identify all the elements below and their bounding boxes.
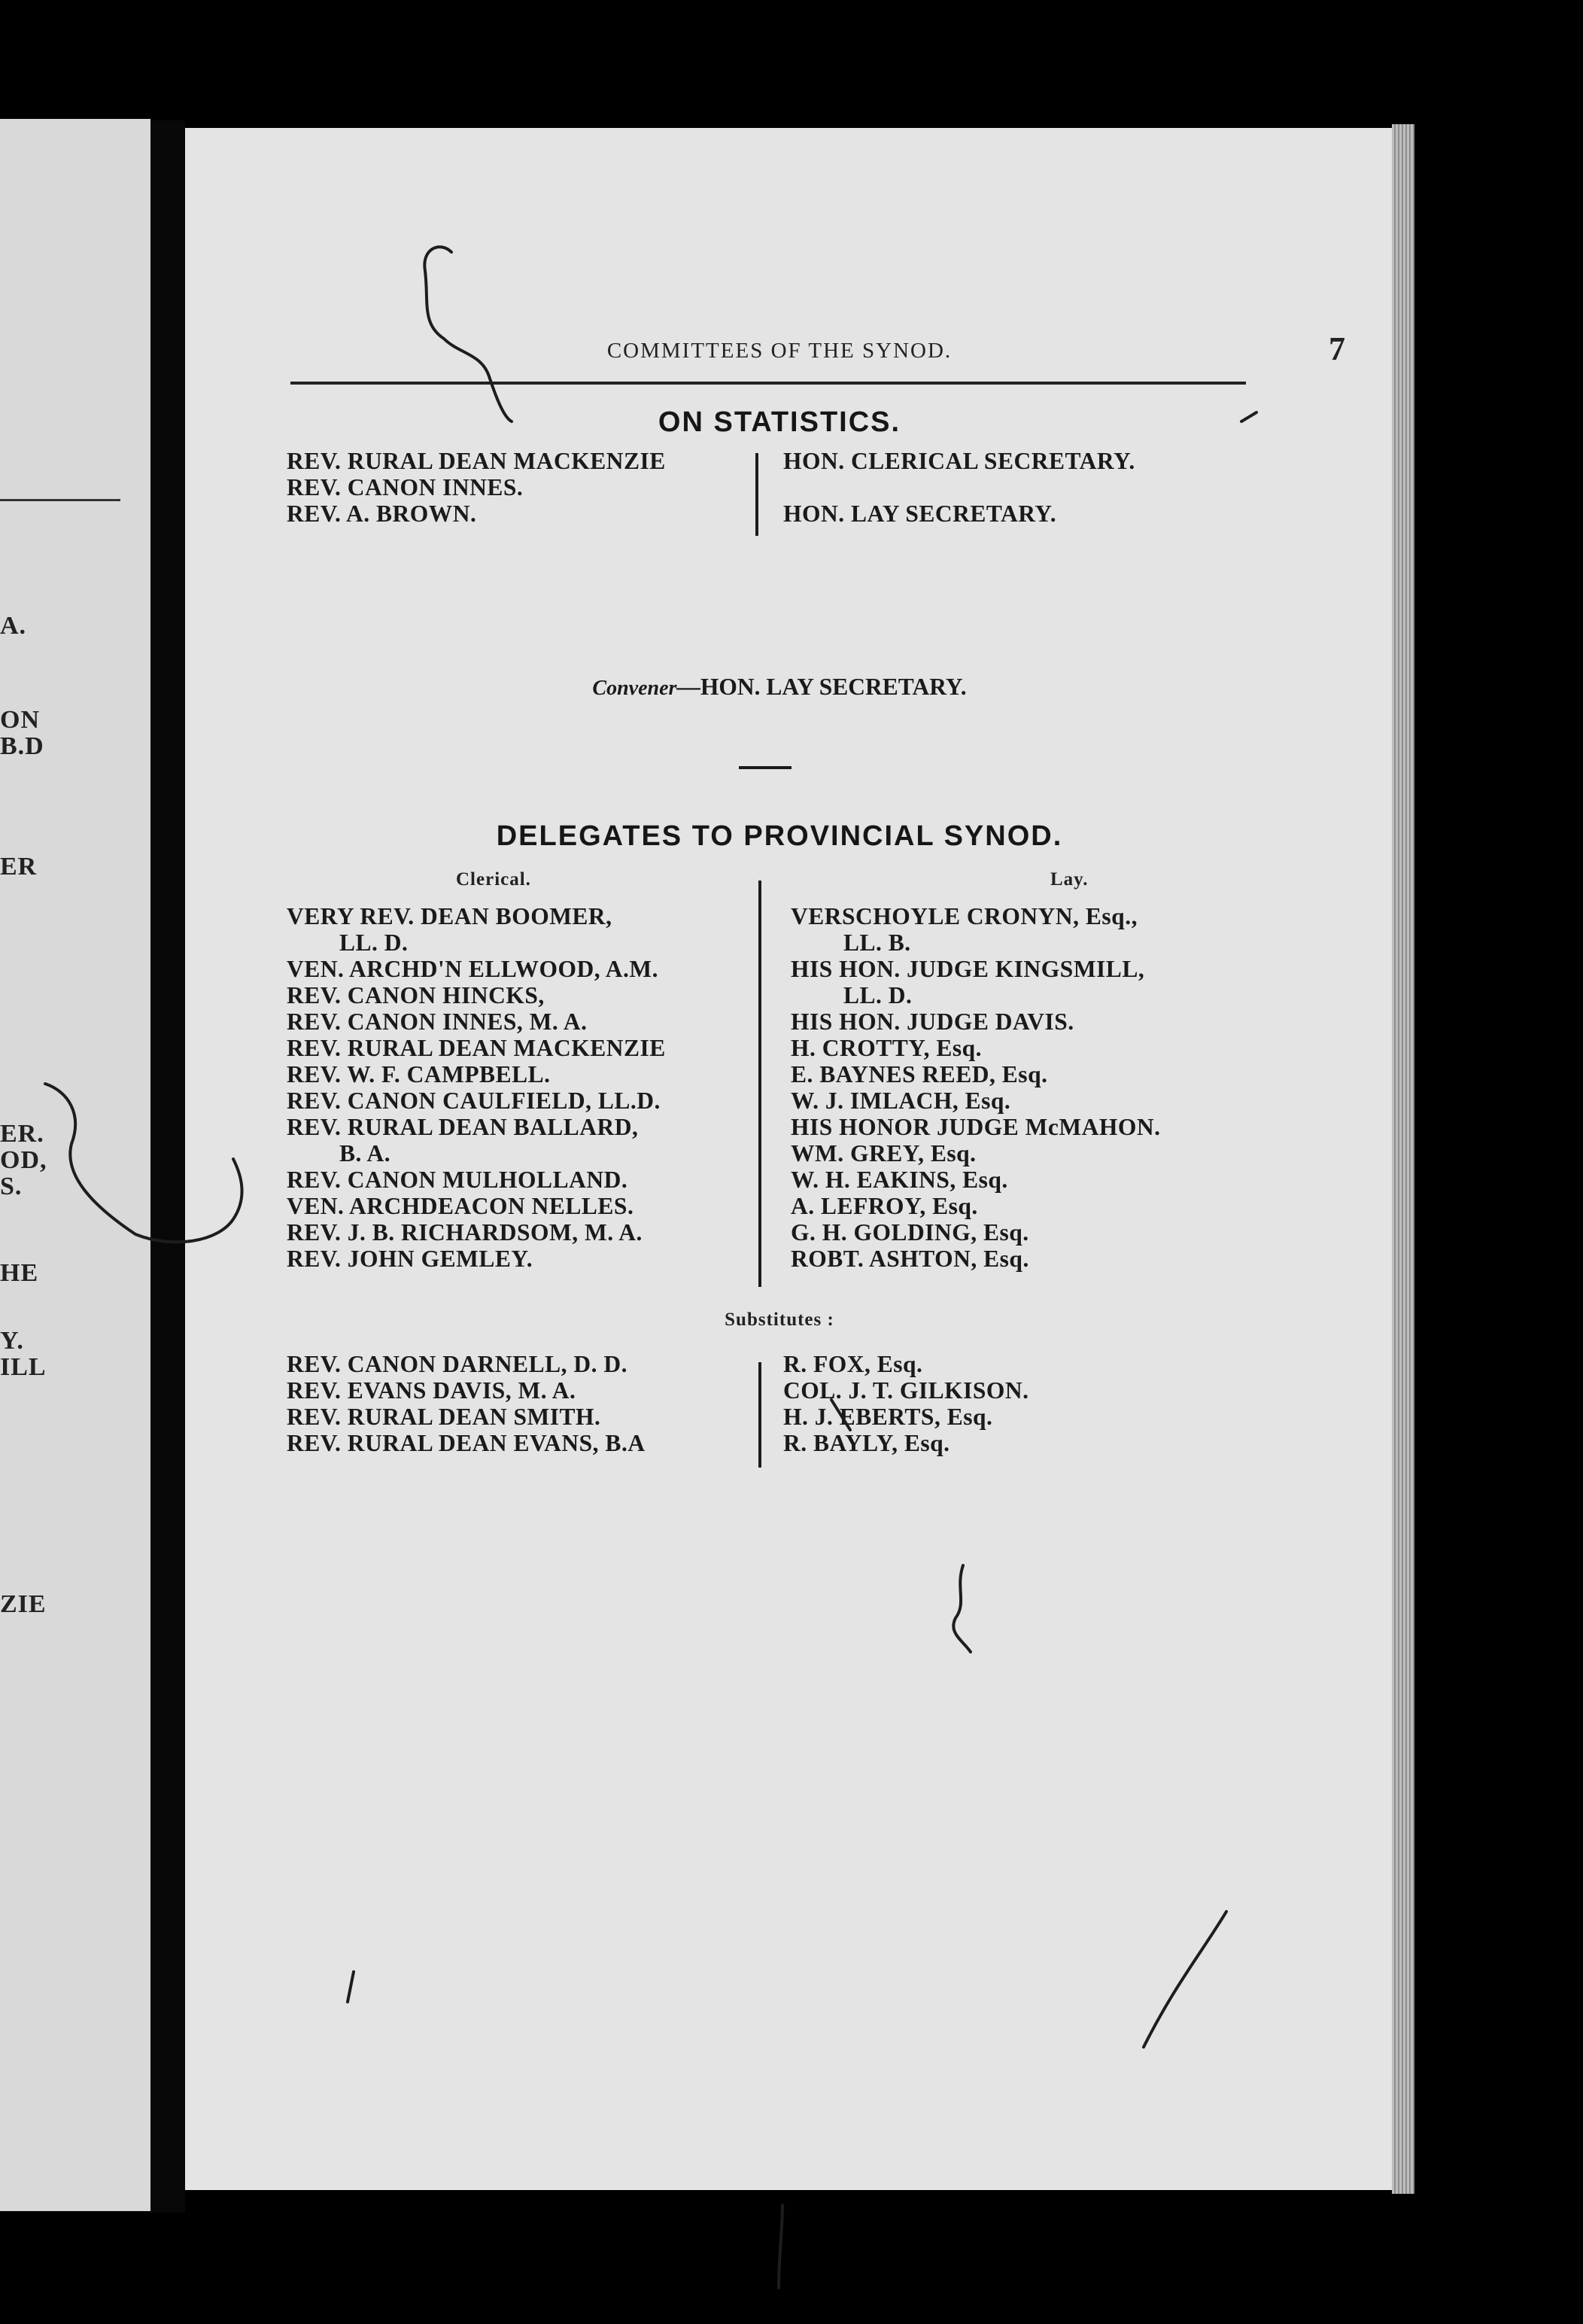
clerical-substitute: REV. RURAL DEAN EVANS, B.A xyxy=(287,1430,646,1456)
left-fragment: S. xyxy=(0,1173,23,1200)
clerical-delegate: REV. JOHN GEMLEY. xyxy=(287,1246,533,1272)
clerical-delegate: REV. CANON CAULFIELD, LL.D. xyxy=(287,1087,661,1114)
lay-delegate: E. BAYNES REED, Esq. xyxy=(791,1061,1048,1087)
lay-delegate: HIS HON. JUDGE DAVIS. xyxy=(791,1008,1074,1035)
pencil-dash-mid xyxy=(831,1400,850,1430)
statistics-officer: HON. CLERICAL SECRETARY. xyxy=(783,448,1135,474)
convener-label: Convener xyxy=(592,677,677,700)
statistics-member: REV. RURAL DEAN MACKENZIE xyxy=(287,448,666,474)
lay-delegate: VERSCHOYLE CRONYN, Esq., xyxy=(791,903,1138,929)
lay-delegate: A. LEFROY, Esq. xyxy=(791,1193,978,1219)
pencil-stroke-left xyxy=(348,1972,354,2002)
pencil-stroke-right xyxy=(1144,1912,1226,2047)
lay-delegate-continuation: LL. B. xyxy=(843,929,911,956)
lay-delegate: WM. GREY, Esq. xyxy=(791,1140,977,1167)
running-head-title: COMMITTEES OF THE SYNOD. xyxy=(606,339,953,363)
statistics-member: REV. A. BROWN. xyxy=(287,500,477,527)
lay-delegate: W. H. EAKINS, Esq. xyxy=(791,1167,1008,1193)
left-fragment: OD, xyxy=(0,1146,47,1174)
clerical-delegate: REV. RURAL DEAN MACKENZIE xyxy=(287,1035,666,1061)
page-number: 7 xyxy=(1329,330,1347,367)
statistics-title: ON STATISTICS. xyxy=(658,406,901,438)
lay-delegate: ROBT. ASHTON, Esq. xyxy=(791,1246,1029,1272)
left-fragment: ILL xyxy=(0,1353,47,1381)
clerical-substitute: REV. RURAL DEAN SMITH. xyxy=(287,1404,601,1430)
left-fragment: ER. xyxy=(0,1120,44,1148)
clerical-substitute: REV. CANON DARNELL, D. D. xyxy=(287,1351,627,1377)
left-fragment: ER xyxy=(0,853,38,881)
substitutes-label: Substitutes : xyxy=(725,1310,834,1330)
lay-delegate: G. H. GOLDING, Esq. xyxy=(791,1219,1029,1246)
clerical-delegate: VEN. ARCHD'N ELLWOOD, A.M. xyxy=(287,956,659,982)
lay-delegate: HIS HONOR JUDGE McMAHON. xyxy=(791,1114,1161,1140)
left-fragment: HE xyxy=(0,1259,39,1287)
lay-delegate: H. CROTTY, Esq. xyxy=(791,1035,983,1061)
statistics-officer: HON. LAY SECRETARY. xyxy=(783,500,1057,527)
clerical-delegate: REV. CANON MULHOLLAND. xyxy=(287,1167,628,1193)
clerical-delegate: REV. W. F. CAMPBELL. xyxy=(287,1061,551,1087)
delegates-title: DELEGATES TO PROVINCIAL SYNOD. xyxy=(496,820,1063,852)
lay-substitute: COL. J. T. GILKISON. xyxy=(783,1377,1029,1404)
pencil-tick-right xyxy=(1241,412,1256,421)
clerical-delegate: REV. RURAL DEAN BALLARD, xyxy=(287,1114,639,1140)
statistics-member: REV. CANON INNES. xyxy=(287,474,524,500)
left-fragment: ON xyxy=(0,706,40,734)
pencil-squiggle-top xyxy=(424,247,512,421)
left-fragment: Y. xyxy=(0,1327,24,1355)
left-fragment: ZIE xyxy=(0,1590,47,1618)
clerical-delegate-continuation: B. A. xyxy=(339,1140,391,1167)
lay-delegate: HIS HON. JUDGE KINGSMILL, xyxy=(791,956,1145,982)
pencil-bracket-left xyxy=(45,1084,242,1242)
clerical-delegate: VEN. ARCHDEACON NELLES. xyxy=(287,1193,634,1219)
lay-substitute: H. J. EBERTS, Esq. xyxy=(783,1404,993,1430)
convener-value: —HON. LAY SECRETARY. xyxy=(676,674,967,700)
left-fragment: A. xyxy=(0,612,27,640)
clerical-delegate-continuation: LL. D. xyxy=(339,929,409,956)
pencil-stroke-bottom xyxy=(779,2205,782,2288)
lay-substitute: R. BAYLY, Esq. xyxy=(783,1430,950,1456)
clerical-substitute: REV. EVANS DAVIS, M. A. xyxy=(287,1377,576,1404)
left-fragment: B.D xyxy=(0,732,44,760)
clerical-delegate: REV. J. B. RICHARDSOM, M. A. xyxy=(287,1219,643,1246)
lay-delegate-continuation: LL. D. xyxy=(843,982,913,1008)
clerical-delegate: REV. CANON HINCKS, xyxy=(287,982,545,1008)
clerical-heading: Clerical. xyxy=(456,869,531,890)
lay-delegate: W. J. IMLACH, Esq. xyxy=(791,1087,1011,1114)
pencil-mark-lower-middle xyxy=(953,1565,971,1652)
clerical-delegate: VERY REV. DEAN BOOMER, xyxy=(287,903,612,929)
lay-heading: Lay. xyxy=(1050,869,1089,890)
clerical-delegate: REV. CANON INNES, M. A. xyxy=(287,1008,588,1035)
lay-substitute: R. FOX, Esq. xyxy=(783,1351,923,1377)
